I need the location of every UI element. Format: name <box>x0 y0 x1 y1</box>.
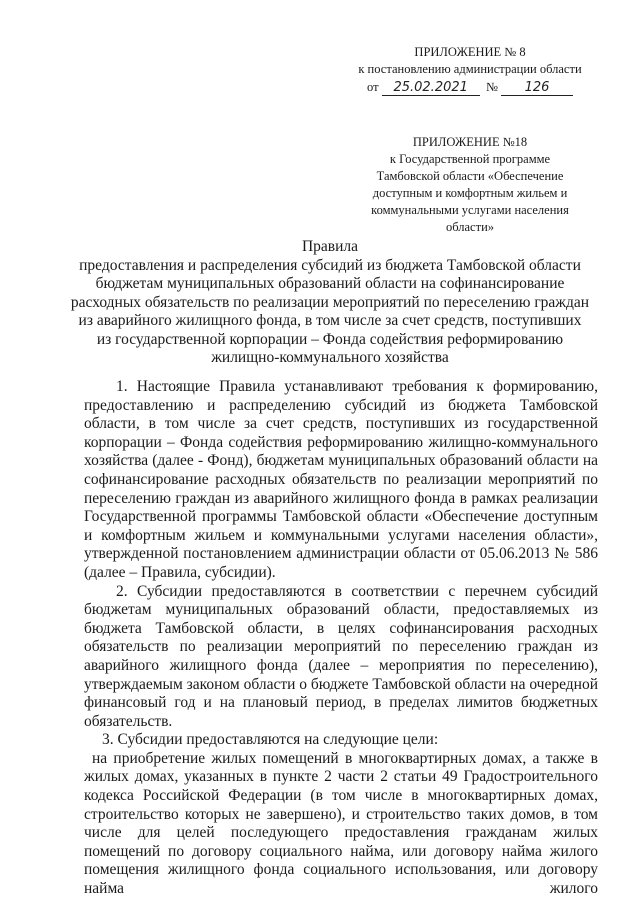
paragraph-4: на приобретение жилых помещений в многоквартирных домах, а также в жилых домах, указанных в пункте 2 части 2 статьи 49 Градостроительного кодекса Российской Федерации (в том числе в многоквартирных домах, строительство которых не завершено), и строительство таких домов, в том числе для целей последующего предоставления гражданам жилых помещений по договору социального найма, или договору найма жилого помещения жилищного фонда социального использования, или договору найма жилого <box>84 749 598 898</box>
heading-title: Правила <box>301 238 359 255</box>
heading-line: предоставления и распределения субсидий из бюджета Тамбовской области <box>79 256 581 274</box>
paragraph-1: 1. Настоящие Правила устанавливают требования к формированию, предоставлению и распределению субсидий из бюджета Тамбовской области, в том числе за счет средств, поступивших из государственной корпорации – Фонда содействия реформированию жилищно-коммунального хозяйства (далее - Фонд), бюджетам муниципальных образований области на софинансирование расходных обязательств по реализации мероприятий по переселению граждан из аварийного жилищного фонда в рамках реализации Государственной программы Тамбовской области «Обеспечение доступным и комфортным жильем и коммунальными услугами населения области», утвержденной постановлением администрации области от 05.06.2013 № 586 (далее – Правила, субсидии). <box>84 378 598 581</box>
appendix-18-line: доступным и комфортным жильем и <box>372 186 568 200</box>
document-heading <box>70 238 590 368</box>
handwritten-number: 126 <box>501 81 573 96</box>
paragraph-3: 3. Субсидии предоставляются на следующие цели: <box>102 731 439 749</box>
appendix-18-block <box>355 134 585 236</box>
heading-line: из аварийного жилищного фонда, в том числе за счет средств, поступивших <box>78 312 582 329</box>
appendix-18-line: к Государственной программе <box>389 152 551 166</box>
appendix-18-line: коммунальными услугами населения <box>371 203 569 217</box>
document-body <box>84 378 598 899</box>
appendix-8-title: ПРИЛОЖЕНИЕ № 8 <box>414 45 526 59</box>
heading-line: из государственной корпорации – Фонда содействия реформированию <box>96 330 564 348</box>
paragraph-2: 2. Субсидии предоставляются в соответствии с перечнем субсидий бюджетам муниципальных образований области, предоставляемых из бюджета Тамбовской области, в целях софинансирования расходных обязательств по реализации мероприятий по переселению граждан из аварийного жилищного фонда (далее – мероприятия по переселению), утверждаемым законом области о бюджете Тамбовской области на очередной финансовый год и на плановый период, в пределах лимитов бюджетных обязательств. <box>84 582 598 730</box>
appendix-18-title: ПРИЛОЖЕНИЕ №18 <box>412 135 528 149</box>
appendix-8-block <box>340 44 600 96</box>
appendix-8-date-line <box>340 79 600 96</box>
from-label: от <box>367 80 379 94</box>
heading-line: бюджетам муниципальных образований области на софинансирование <box>95 275 565 292</box>
heading-line: расходных обязательств по реализации мероприятий по переселению граждан <box>70 293 590 311</box>
appendix-18-line: Тамбовской области «Обеспечение <box>376 169 564 183</box>
number-sign: № <box>485 80 498 94</box>
appendix-18-line: области» <box>445 220 495 234</box>
handwritten-date: 25.02.2021 <box>382 81 480 96</box>
heading-line: жилищно-коммунального хозяйства <box>211 349 449 366</box>
appendix-8-subtitle: к постановлению администрации области <box>358 62 582 76</box>
